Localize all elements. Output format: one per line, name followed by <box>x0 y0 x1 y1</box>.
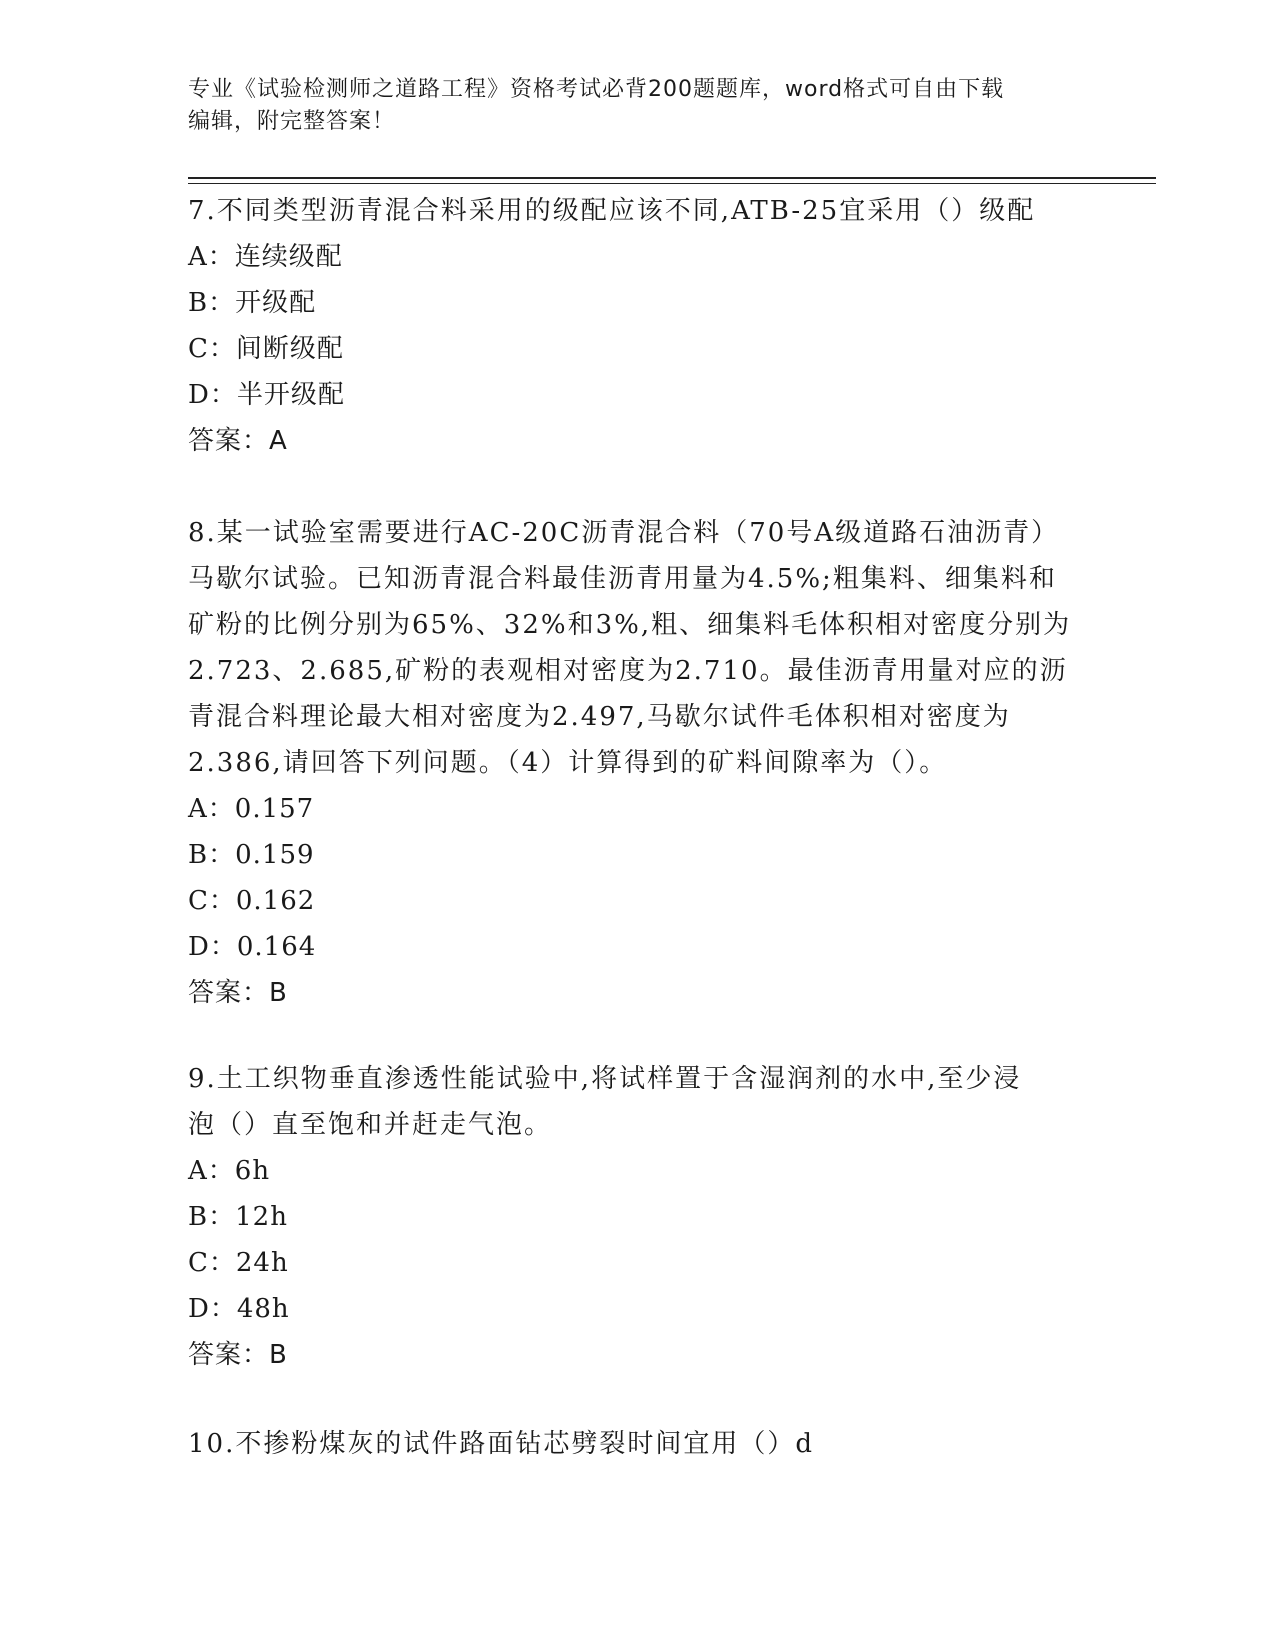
header-divider-thick <box>188 177 1156 179</box>
question-text-line-2: 马歇尔试验。已知沥青混合料最佳沥青用量为4.5%;粗集料、细集料和 <box>188 564 1057 594</box>
option-a: A：0.157 <box>188 794 315 824</box>
option-c: C：间断级配 <box>188 334 344 364</box>
option-d: D：48h <box>188 1294 290 1324</box>
question-7 <box>188 188 1088 464</box>
question-text-line-2: 泡（）直至饱和并赶走气泡。 <box>188 1110 553 1140</box>
header-divider-thin <box>188 183 1156 184</box>
question-text-line-4: 2.723、2.685,矿粉的表观相对密度为2.710。最佳沥青用量对应的沥 <box>188 656 1068 686</box>
question-text-line-6: 2.386,请回答下列问题。（4）计算得到的矿料间隙率为（）。 <box>188 748 948 778</box>
answer-label: 答案：A <box>188 426 288 456</box>
option-c: C：24h <box>188 1248 289 1278</box>
option-b: B：0.159 <box>188 840 315 870</box>
question-10 <box>188 1421 1088 1467</box>
header-line-1: 专业《试验检测师之道路工程》资格考试必背200题题库，word格式可自由下载 <box>188 77 1005 102</box>
question-text-line-1: 9.土工织物垂直渗透性能试验中,将试样置于含湿润剂的水中,至少浸 <box>188 1064 1022 1094</box>
option-b: B：开级配 <box>188 288 317 318</box>
answer-label: 答案：B <box>188 1340 288 1370</box>
question-text-line-5: 青混合料理论最大相对密度为2.497,马歇尔试件毛体积相对密度为 <box>188 702 1011 732</box>
option-b: B：12h <box>188 1202 288 1232</box>
question-text-line-1: 8.某一试验室需要进行AC-20C沥青混合料（70号A级道路石油沥青） <box>188 518 1060 548</box>
question-8 <box>188 510 1088 1016</box>
document-header <box>188 74 1088 138</box>
question-9 <box>188 1056 1088 1378</box>
question-text: 7.不同类型沥青混合料采用的级配应该不同,ATB-25宜采用（）级配 <box>188 196 1036 226</box>
option-a: A：6h <box>188 1156 271 1186</box>
header-line-2: 编辑，附完整答案！ <box>188 109 396 134</box>
option-c: C：0.162 <box>188 886 316 916</box>
option-d: D：半开级配 <box>188 380 345 410</box>
option-a: A：连续级配 <box>188 242 343 272</box>
question-text-line-3: 矿粉的比例分别为65%、32%和3%,粗、细集料毛体积相对密度分别为 <box>188 610 1072 640</box>
question-text: 10.不掺粉煤灰的试件路面钻芯劈裂时间宜用（）d <box>188 1429 814 1459</box>
answer-label: 答案：B <box>188 978 288 1008</box>
option-d: D：0.164 <box>188 932 317 962</box>
